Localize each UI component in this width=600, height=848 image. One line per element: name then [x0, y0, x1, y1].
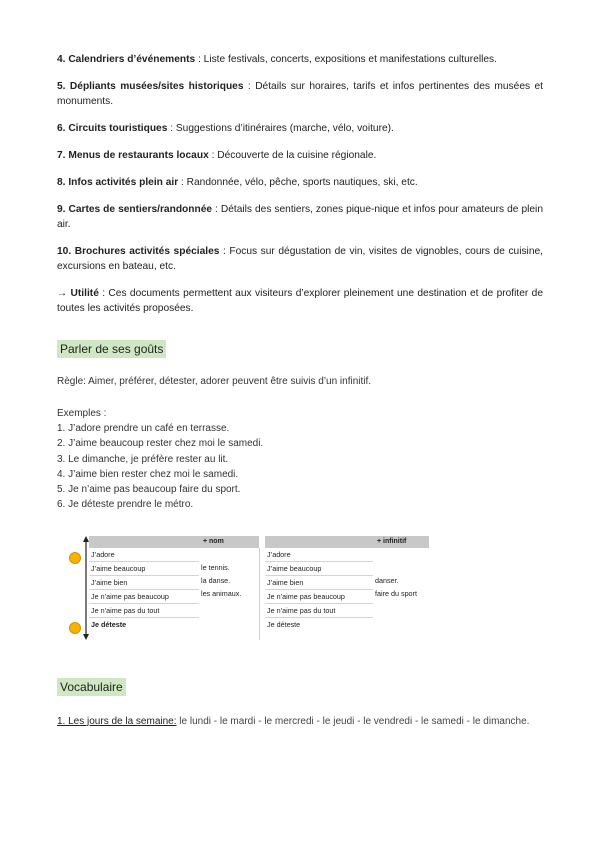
table-cell: J’adore: [89, 548, 199, 562]
list-item: 7. Menus de restaurants locaux : Découverte de la cuisine régionale.: [57, 150, 377, 161]
section-heading-vocab: Vocabulaire: [57, 678, 126, 696]
list-item: 4. Calendriers d’événements : Liste festivals, concerts, expositions et manifestations culturelles.: [57, 54, 497, 65]
infinitive-header: + infinitif: [373, 536, 429, 548]
table-cell: J’aime beaucoup: [265, 562, 373, 576]
table-cell: danser.: [375, 575, 399, 585]
example-item: 2. J’aime beaucoup rester chez moi le samedi.: [57, 438, 264, 450]
noun-header: + nom: [199, 536, 259, 548]
table-cell: J’aime beaucoup: [89, 562, 199, 576]
list-item: 8. Infos activités plein air : Randonnée, vélo, pêche, sports nautiques, ski, etc.: [57, 177, 418, 188]
right-verbs-column: [265, 536, 373, 640]
document-page: [57, 52, 543, 729]
section-heading-tastes: Parler de ses goûts: [57, 340, 166, 358]
table-cell: le tennis.: [201, 562, 230, 572]
example-item: 5. Je n’aime pas beaucoup faire du sport.: [57, 484, 241, 496]
table-cell: Je n’aime pas du tout: [89, 604, 199, 618]
resource-list: [57, 52, 543, 316]
example-item: 6. Je déteste prendre le métro.: [57, 499, 194, 511]
table-cell: Je déteste: [91, 619, 127, 629]
vocab-days: 1. Les jours de la semaine: le lundi - le mardi - le mercredi - le jeudi - le vendredi - le samedi - le dimanche.: [57, 715, 530, 727]
utility-note: → Utilité : Ces documents permettent aux visiteurs d’explorer pleinement une destination et de profiter de toutes les activités proposées.: [57, 288, 543, 314]
grammar-rule: Règle: Aimer, préférer, détester, adorer peuvent être suivis d’un infinitif.: [57, 376, 372, 387]
table-cell: Je n’aime pas du tout: [265, 604, 373, 618]
table-cell: J’aime bien: [89, 576, 199, 590]
list-item: 10. Brochures activités spéciales : Focus sur dégustation de vin, visites de vignobles, cours de cuisine, excursions en bateau, etc.: [57, 246, 543, 272]
infinitive-column: [373, 536, 429, 640]
table-cell: J’aime bien: [265, 576, 373, 590]
example-item: 1. J’adore prendre un café en terrasse.: [57, 423, 230, 434]
example-item: 3. Le dimanche, je préfère rester au lit.: [57, 453, 229, 465]
tastes-table: [89, 536, 417, 640]
table-cell: Je n’aime pas beaucoup: [89, 590, 199, 604]
table-cell: faire du sport: [375, 588, 417, 598]
examples-title: Exemples :: [57, 408, 107, 419]
table-cell: J’adore: [265, 548, 373, 562]
examples-list: [57, 421, 543, 513]
example-item: 4. J’aime bien rester chez moi le samedi.: [57, 468, 239, 480]
list-item: 5. Dépliants musées/sites historiques : Détails sur horaires, tarifs et infos pertinentes des musées et monuments.: [57, 81, 543, 107]
list-item: 9. Cartes de sentiers/randonnée : Détails des sentiers, zones pique-nique et infos pour amateurs de plein air.: [57, 204, 543, 230]
table-cell: Je n’aime pas beaucoup: [265, 590, 373, 604]
table-cell: Je déteste: [267, 619, 301, 629]
tastes-table-image: [67, 536, 417, 644]
left-verbs-column: [89, 536, 199, 640]
list-item: 6. Circuits touristiques : Suggestions d’itinéraires (marche, vélo, voiture).: [57, 123, 394, 134]
noun-column: [199, 536, 259, 640]
table-cell: les animaux.: [201, 588, 242, 598]
table-cell: la danse.: [201, 575, 231, 585]
